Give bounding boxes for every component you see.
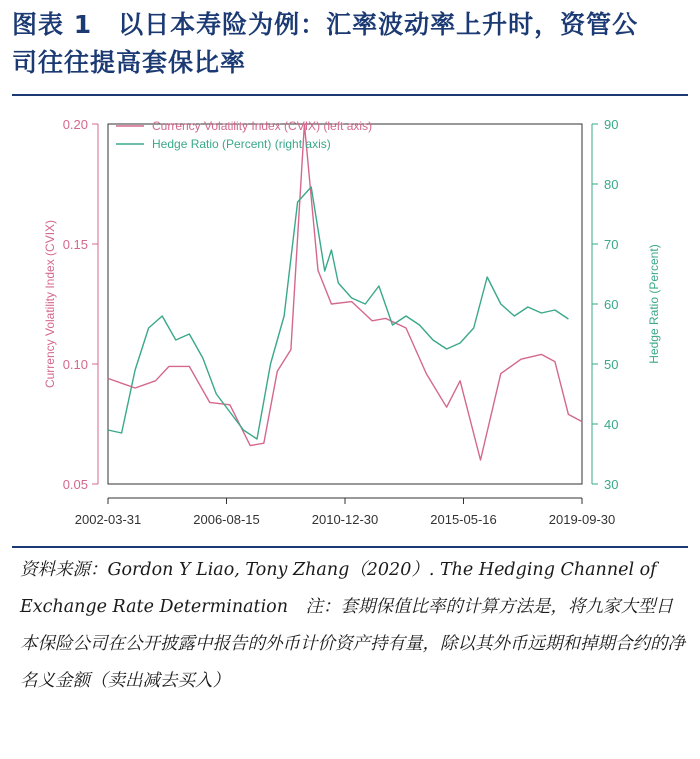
right-axis-tick-label: 50 (604, 357, 619, 372)
x-axis-tick-label: 2019-09-30 (548, 512, 616, 527)
figure-title (12, 6, 692, 82)
cvix-line (108, 124, 582, 460)
right-axis-tick-label: 90 (604, 117, 619, 132)
right-axis-tick-label: 30 (604, 477, 619, 492)
plot-frame (108, 124, 582, 484)
right-axis-tick-label: 60 (604, 297, 619, 312)
left-axis-label: Currency Volatility Index (CVIX) (43, 219, 57, 389)
right-axis-tick-label: 40 (604, 417, 619, 432)
figure-title-line-2: 司往往提高套保比率 (12, 48, 247, 77)
x-axis-tick-label: 2015-05-16 (430, 512, 497, 527)
chart-area (14, 104, 686, 544)
dual-axis-line-chart (14, 104, 686, 544)
left-axis-tick-label: 0.20 (62, 117, 88, 132)
source-rule (12, 546, 688, 548)
legend-label: Currency Volatility Index (CVIX) (left axis) (152, 119, 373, 133)
x-axis-tick-label: 2002-03-31 (74, 512, 142, 527)
x-axis-tick-label: 2006-08-15 (193, 512, 260, 527)
title-rule (12, 94, 688, 96)
right-axis-tick-label: 70 (604, 237, 619, 252)
left-axis-tick-label: 0.15 (62, 237, 88, 252)
hedge-ratio-line (108, 187, 568, 439)
right-axis-label: Hedge Ratio (Percent) (647, 244, 661, 364)
right-axis-tick-label: 80 (604, 177, 619, 192)
legend-label: Hedge Ratio (Percent) (right axis) (152, 137, 331, 151)
source-note: 资料来源：Gordon Y Liao, Tony Zhang（2020）. The Hedging Channel of Exchange Rate Determination 注：套期保值比率的计算方法是，将九家大型日本保险公司在公开披露中报告的外币计价资产持有量，除以其外币远期和掉期合约的净名义金额（卖出减去买入） (20, 560, 685, 691)
x-axis-tick-label: 2010-12-30 (311, 512, 379, 527)
left-axis-tick-label: 0.10 (62, 357, 88, 372)
left-axis-tick-label: 0.05 (62, 477, 88, 492)
figure-title-line-1: 图表 1 以日本寿险为例：汇率波动率上升时，资管公 (12, 10, 639, 39)
